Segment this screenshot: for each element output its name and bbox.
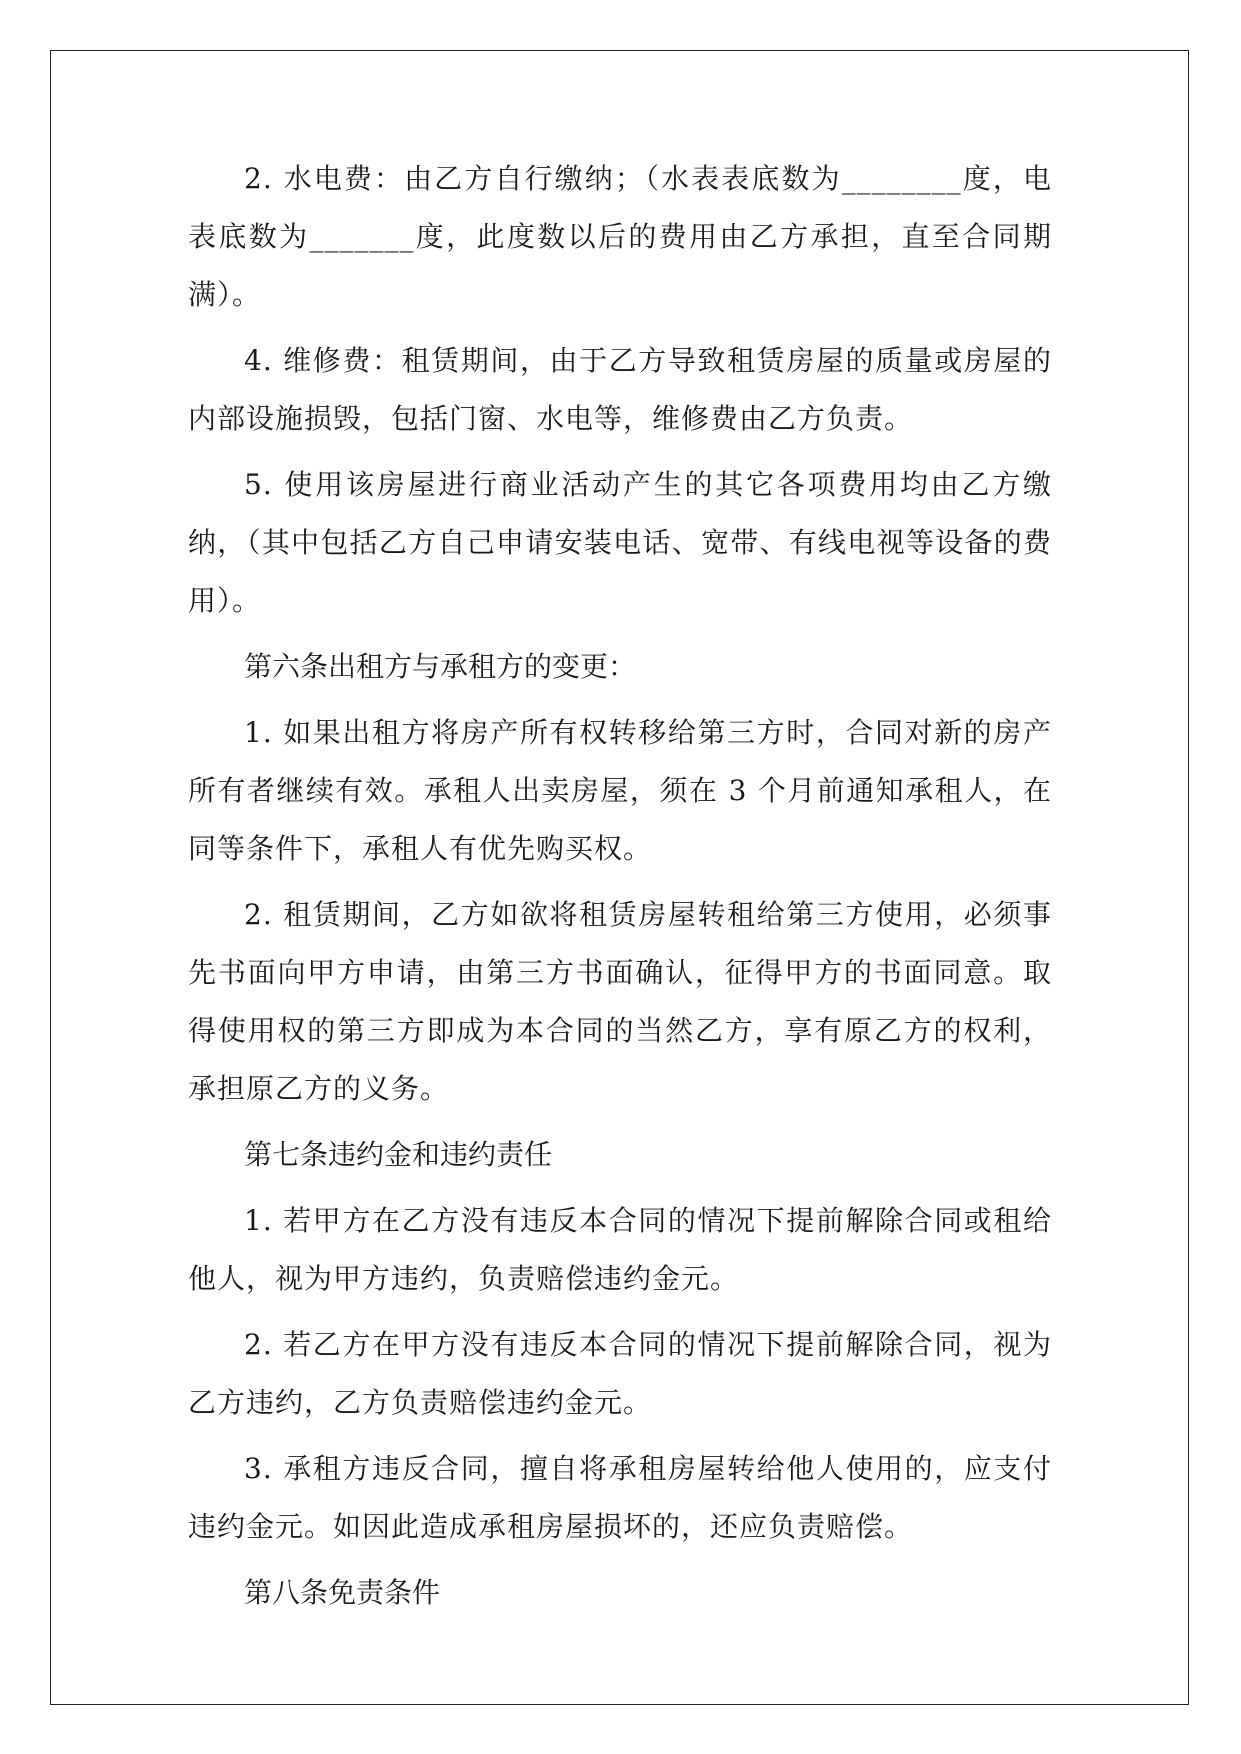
article-6-item-1: 1. 如果出租方将房产所有权转移给第三方时，合同对新的房产所有者继续有效。承租人出卖房屋，须在 3 个月前通知承租人，在同等条件下，承租人有优先购买权。 [188, 716, 1052, 865]
document-body [188, 150, 1052, 1622]
clause-business-fees: 5. 使用该房屋进行商业活动产生的其它各项费用均由乙方缴纳，（其中包括乙方自己申请安装电话、宽带、有线电视等设备的费用）。 [188, 468, 1052, 617]
article-7-item-1: 1. 若甲方在乙方没有违反本合同的情况下提前解除合同或租给他人，视为甲方违约，负责赔偿违约金元。 [188, 1204, 1052, 1295]
article-6-item-2: 2. 租赁期间，乙方如欲将租赁房屋转租给第三方使用，必须事先书面向甲方申请，由第三方书面确认，征得甲方的书面同意。取得使用权的第三方即成为本合同的当然乙方，享有原乙方的权利，承担原乙方的义务。 [188, 898, 1052, 1105]
article-8-heading: 第八条免责条件 [244, 1576, 441, 1609]
article-7-heading: 第七条违约金和违约责任 [244, 1138, 553, 1171]
clause-maintenance: 4. 维修费：租赁期间，由于乙方导致租赁房屋的质量或房屋的内部设施损毁，包括门窗、水电等，维修费由乙方负责。 [188, 344, 1052, 435]
article-7-item-3: 3. 承租方违反合同，擅自将承租房屋转给他人使用的，应支付违约金元。如因此造成承租房屋损坏的，还应负责赔偿。 [188, 1452, 1052, 1543]
article-7-item-2: 2. 若乙方在甲方没有违反本合同的情况下提前解除合同，视为乙方违约，乙方负责赔偿违约金元。 [188, 1328, 1052, 1419]
article-6-heading: 第六条出租方与承租方的变更： [244, 650, 637, 683]
clause-utilities: 2. 水电费：由乙方自行缴纳；（水表表底数为________度，电表底数为_______度，此度数以后的费用由乙方承担，直至合同期满）。 [188, 162, 1052, 311]
